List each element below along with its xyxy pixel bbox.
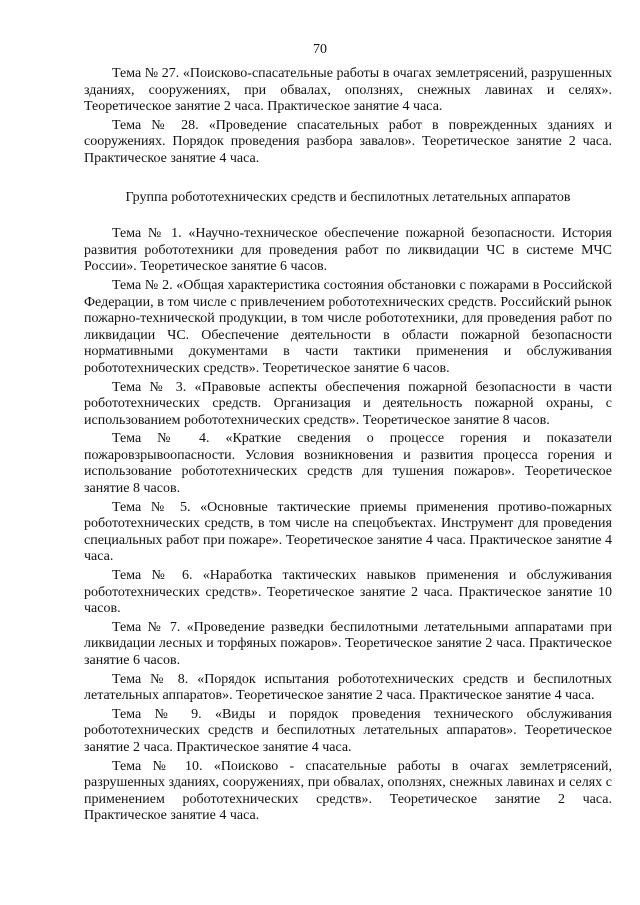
topic-paragraph: Тема № 28. «Проведение спасательных работ в поврежденных зданиях и сооружениях. Порядок проведения разбора завалов». Теоретическое занятие 2 часа. Практическое занятие 4 часа.: [84, 117, 612, 166]
topic-paragraph: Тема № 10. «Поисково - спасательные работы в очагах землетрясений, разрушенных зданиях, сооружениях, при обвалах, оползнях, снежных лавинах и селях с применением робототехнических средств». Теоретическое занятие 2 часа. Практическое занятие 4 часа.: [84, 758, 612, 824]
topic-paragraph: Тема № 5. «Основные тактические приемы применения противо-пожарных робототехнических средств, в том числе на спецобъектах. Инструмент для проведения специальных работ при пожаре». Теоретическое занятие 4 часа. Практическое занятие 4 часа.: [84, 499, 612, 565]
topic-paragraph: Тема № 1. «Научно-техническое обеспечение пожарной безопасности. История развития робототехники для проведения работ по ликвидации ЧС в системе МЧС России». Теоретическое занятие 6 часов.: [84, 226, 612, 275]
topic-paragraph: Тема № 6. «Наработка тактических навыков применения и обслуживания робототехнических средств». Теоретическое занятие 2 часа. Практическое занятие 10 часов.: [84, 568, 612, 617]
topic-paragraph: Тема № 2. «Общая характеристика состояния обстановки с пожарами в Российской Федерации, в том числе с привлечением робототехнических средств. Российский рынок пожарно-технической продукции, в том числе робототехники, для проведения работ по ликвидации ЧС. Обеспечение деятельности в области пожарной безопасности нормативными документами в части тактики применения и обслуживания робототехнических средств». Теоретическое занятие 6 часов.: [84, 277, 612, 376]
topic-paragraph: Тема № 8. «Порядок испытания робототехнических средств и беспилотных летательных аппаратов». Теоретическое занятие 2 часа. Практическое занятие 4 часа.: [84, 671, 612, 704]
topic-paragraph: Тема № 3. «Правовые аспекты обеспечения пожарной безопасности в части робототехнических средств. Организация и деятельность пожарной охраны, с использованием робототехнических средств». Теоретическое занятие 8 часов.: [84, 379, 612, 428]
topic-paragraph: Тема № 4. «Краткие сведения о процессе горения и показатели пожаровзрывоопасности. Условия возникновения и развития процесса горения и использование робототехнических средств для тушения пожаров». Теоретическое занятие 8 часов.: [84, 431, 612, 497]
page-body: [84, 66, 612, 827]
section-heading: Группа робототехнических средств и беспилотных летательных аппаратов: [125, 189, 571, 205]
topic-paragraph: Тема № 7. «Проведение разведки беспилотными летательными аппаратами при ликвидации лесных и торфяных пожаров». Теоретическое занятие 2 часа. Практическое занятие 6 часов.: [84, 619, 612, 668]
topic-paragraph: Тема № 9. «Виды и порядок проведения технического обслуживания робототехнических средств и беспилотных летательных аппаратов». Теоретическое занятие 2 часа. Практическое занятие 4 часа.: [84, 706, 612, 755]
topic-paragraph: Тема № 27. «Поисково-спасательные работы в очагах землетрясений, разрушенных зданиях, сооружениях, при обвалах, оползнях, снежных лавинах и селях». Теоретическое занятие 2 часа. Практическое занятие 4 часа.: [84, 66, 612, 115]
page-number: 70: [313, 42, 327, 57]
